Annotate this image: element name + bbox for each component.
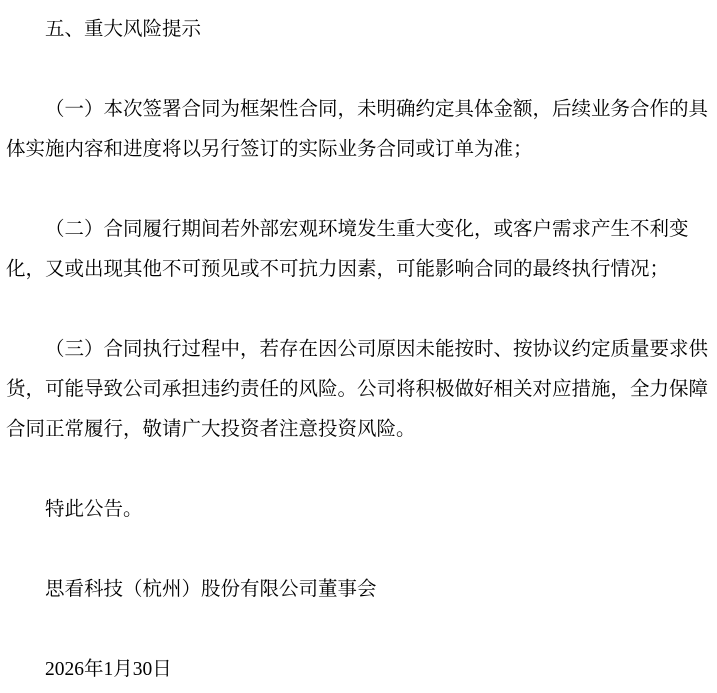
paragraph-3-line-3: 合同正常履行，敬请广大投资者注意投资风险。 (6, 419, 416, 440)
paragraph-2 (6, 210, 712, 290)
paragraph-2-line-1: （二）合同履行期间若外部宏观环境发生重大变化，或客户需求产生不利变 (45, 219, 689, 240)
paragraph-3-line-1: （三）合同执行过程中，若存在因公司原因未能按时、按协议约定质量要求供 (45, 339, 709, 360)
paragraph-1 (6, 90, 712, 170)
paragraph-1-line-1: （一）本次签署合同为框架性合同，未明确约定具体金额，后续业务合作的具 (45, 99, 709, 120)
paragraph-3 (6, 330, 712, 450)
paragraph-1-line-2: 体实施内容和进度将以另行签订的实际业务合同或订单为准； (6, 139, 533, 160)
announcement-date: 2026年1月30日 (45, 659, 172, 680)
closing-statement: 特此公告。 (45, 499, 143, 520)
board-signature: 思看科技（杭州）股份有限公司董事会 (45, 579, 377, 600)
paragraph-2-line-2: 化，又或出现其他不可预见或不可抗力因素，可能影响合同的最终执行情况； (6, 259, 670, 280)
paragraph-3-line-2: 货，可能导致公司承担违约责任的风险。公司将积极做好相关对应措施，全力保障 (6, 379, 709, 400)
section-heading: 五、重大风险提示 (45, 19, 202, 40)
